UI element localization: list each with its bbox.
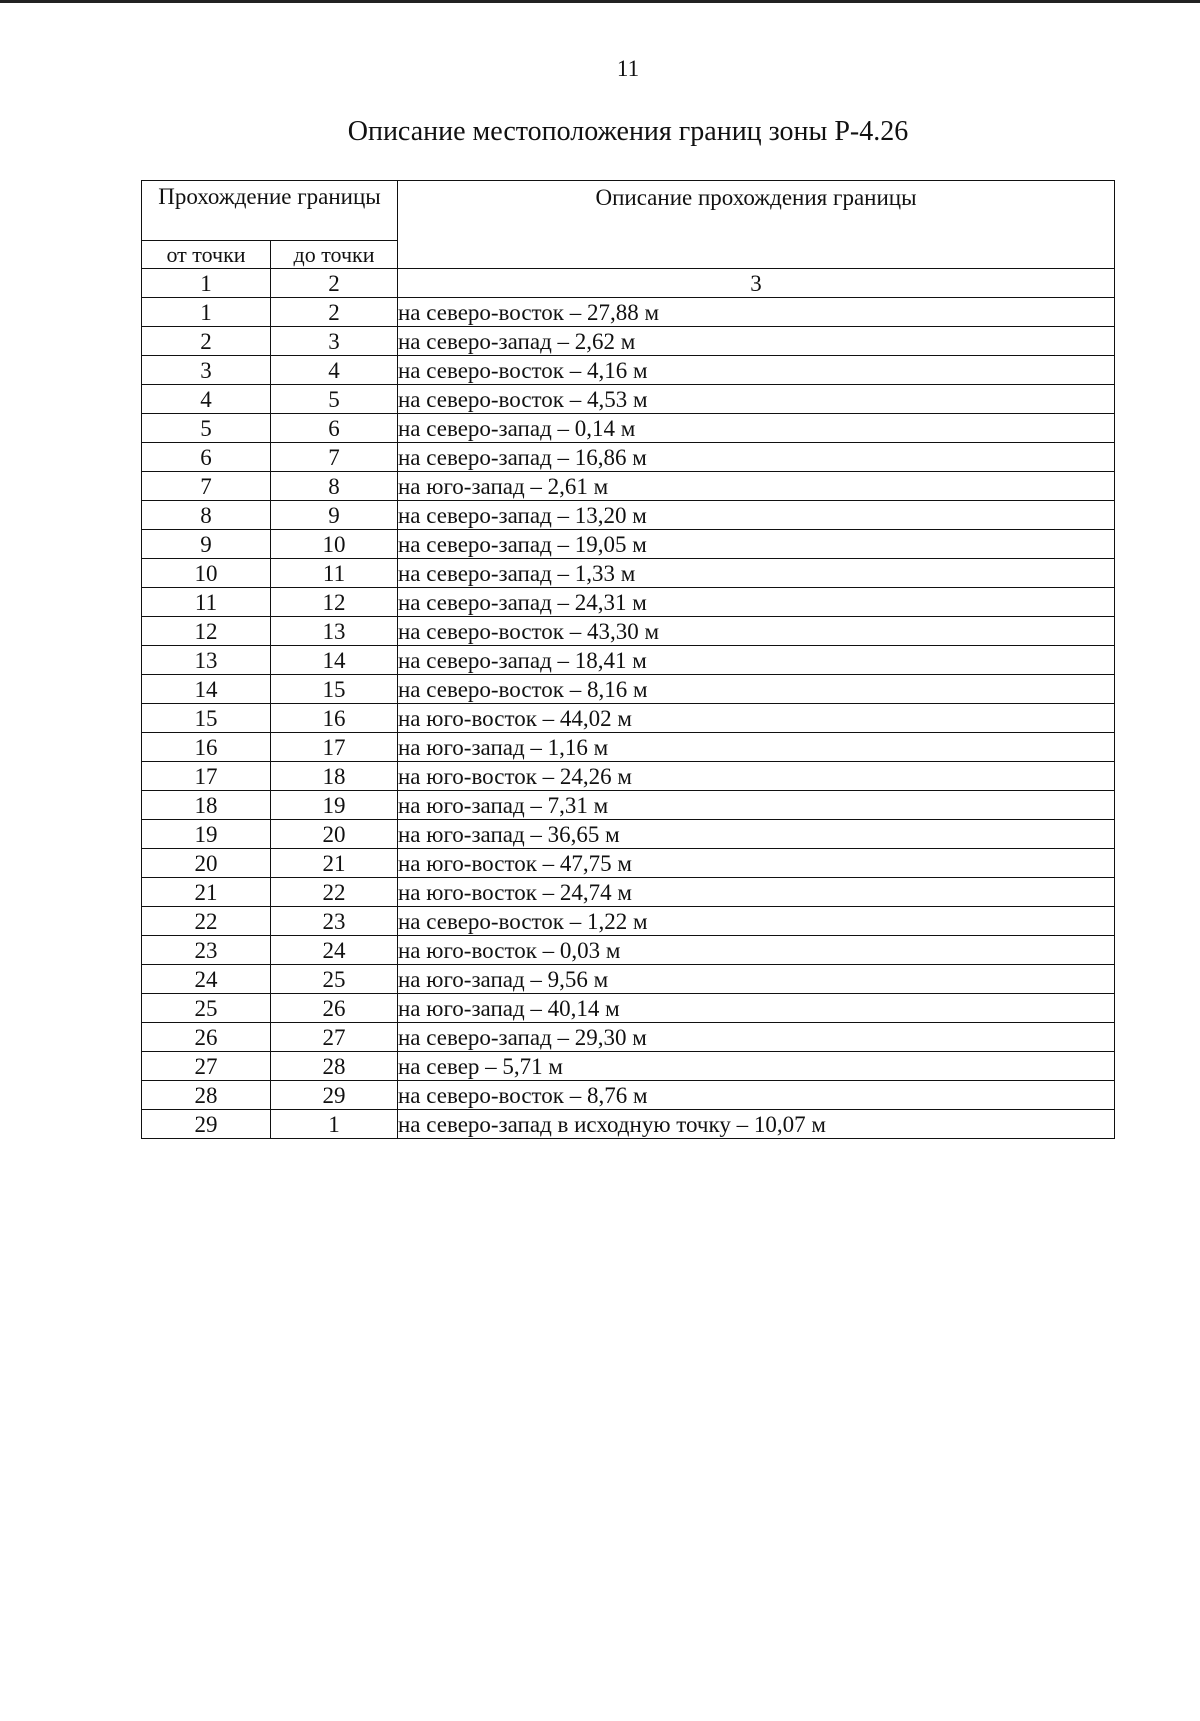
from-point-cell: 7: [142, 472, 271, 501]
description-cell: на северо-восток – 8,16 м: [398, 675, 1115, 704]
table-row: [142, 762, 1115, 791]
to-point-cell: 19: [271, 791, 398, 820]
description-cell: на северо-запад – 0,14 м: [398, 414, 1115, 443]
from-point-cell: 16: [142, 733, 271, 762]
from-point-cell: 2: [142, 327, 271, 356]
table-row: [142, 733, 1115, 762]
description-cell: на юго-восток – 0,03 м: [398, 936, 1115, 965]
to-point-cell: 17: [271, 733, 398, 762]
table-row: [142, 530, 1115, 559]
to-point-cell: 12: [271, 588, 398, 617]
from-point-cell: 18: [142, 791, 271, 820]
from-point-cell: 12: [142, 617, 271, 646]
to-point-cell: 14: [271, 646, 398, 675]
table-header: [142, 181, 1115, 269]
to-point-cell: 24: [271, 936, 398, 965]
to-point-cell: 15: [271, 675, 398, 704]
from-point-cell: 19: [142, 820, 271, 849]
to-point-cell: 5: [271, 385, 398, 414]
from-point-cell: 21: [142, 878, 271, 907]
column-index-row: [142, 269, 1115, 298]
description-cell: на юго-запад – 36,65 м: [398, 820, 1115, 849]
to-point-cell: 18: [271, 762, 398, 791]
description-cell: на юго-запад – 1,16 м: [398, 733, 1115, 762]
to-point-cell: 28: [271, 1052, 398, 1081]
table-row: [142, 385, 1115, 414]
table-row: [142, 472, 1115, 501]
table-row: [142, 588, 1115, 617]
to-point-cell: 23: [271, 907, 398, 936]
description-cell: на северо-запад – 1,33 м: [398, 559, 1115, 588]
to-point-cell: 21: [271, 849, 398, 878]
to-point-cell: 25: [271, 965, 398, 994]
description-cell: на северо-восток – 27,88 м: [398, 298, 1115, 327]
header-boundary-passage: Прохождение границы: [142, 181, 398, 241]
from-point-cell: 22: [142, 907, 271, 936]
description-cell: на юго-восток – 47,75 м: [398, 849, 1115, 878]
description-cell: на северо-запад в исходную точку – 10,07 м: [398, 1110, 1115, 1139]
from-point-cell: 5: [142, 414, 271, 443]
description-cell: на северо-восток – 1,22 м: [398, 907, 1115, 936]
table-row: [142, 791, 1115, 820]
from-point-cell: 1: [142, 298, 271, 327]
to-point-cell: 4: [271, 356, 398, 385]
from-point-cell: 6: [142, 443, 271, 472]
document-title: Описание местоположения границ зоны Р-4.26: [347, 116, 909, 147]
to-point-cell: 7: [271, 443, 398, 472]
from-point-cell: 20: [142, 849, 271, 878]
table-row: [142, 878, 1115, 907]
to-point-cell: 6: [271, 414, 398, 443]
from-point-cell: 10: [142, 559, 271, 588]
table-row: [142, 936, 1115, 965]
table-row: [142, 1052, 1115, 1081]
from-point-cell: 4: [142, 385, 271, 414]
to-point-cell: 26: [271, 994, 398, 1023]
description-cell: на юго-запад – 7,31 м: [398, 791, 1115, 820]
from-point-cell: 27: [142, 1052, 271, 1081]
to-point-cell: 2: [271, 298, 398, 327]
to-point-cell: 27: [271, 1023, 398, 1052]
table-row: [142, 994, 1115, 1023]
description-cell: на юго-восток – 44,02 м: [398, 704, 1115, 733]
from-point-cell: 25: [142, 994, 271, 1023]
table-row: [142, 1110, 1115, 1139]
table-row: [142, 327, 1115, 356]
from-point-cell: 13: [142, 646, 271, 675]
to-point-cell: 20: [271, 820, 398, 849]
from-point-cell: 14: [142, 675, 271, 704]
table-row: [142, 414, 1115, 443]
table-row: [142, 675, 1115, 704]
column-index-cell: 1: [142, 269, 271, 298]
from-point-cell: 24: [142, 965, 271, 994]
table-body: [142, 269, 1115, 1139]
description-cell: на северо-восток – 8,76 м: [398, 1081, 1115, 1110]
description-cell: на север – 5,71 м: [398, 1052, 1115, 1081]
table-row: [142, 820, 1115, 849]
description-cell: на северо-запад – 18,41 м: [398, 646, 1115, 675]
boundary-description-table: [141, 180, 1115, 1139]
description-cell: на северо-восток – 4,16 м: [398, 356, 1115, 385]
from-point-cell: 3: [142, 356, 271, 385]
header-to-point: до точки: [271, 241, 398, 269]
table-row: [142, 849, 1115, 878]
to-point-cell: 10: [271, 530, 398, 559]
table-row: [142, 704, 1115, 733]
description-cell: на северо-запад – 13,20 м: [398, 501, 1115, 530]
table-row: [142, 1023, 1115, 1052]
page-number: 11: [616, 56, 640, 81]
table-row: [142, 298, 1115, 327]
from-point-cell: 29: [142, 1110, 271, 1139]
from-point-cell: 15: [142, 704, 271, 733]
description-cell: на юго-запад – 2,61 м: [398, 472, 1115, 501]
from-point-cell: 11: [142, 588, 271, 617]
description-cell: на юго-восток – 24,74 м: [398, 878, 1115, 907]
table-row: [142, 501, 1115, 530]
table-row: [142, 965, 1115, 994]
to-point-cell: 22: [271, 878, 398, 907]
from-point-cell: 9: [142, 530, 271, 559]
to-point-cell: 3: [271, 327, 398, 356]
from-point-cell: 26: [142, 1023, 271, 1052]
header-from-point: от точки: [142, 241, 271, 269]
description-cell: на северо-восток – 43,30 м: [398, 617, 1115, 646]
to-point-cell: 1: [271, 1110, 398, 1139]
table-row: [142, 617, 1115, 646]
description-cell: на северо-запад – 24,31 м: [398, 588, 1115, 617]
description-cell: на северо-запад – 29,30 м: [398, 1023, 1115, 1052]
to-point-cell: 9: [271, 501, 398, 530]
column-index-cell: 3: [398, 269, 1115, 298]
to-point-cell: 13: [271, 617, 398, 646]
description-cell: на юго-запад – 40,14 м: [398, 994, 1115, 1023]
header-description: Описание прохождения границы: [398, 181, 1115, 269]
table-row: [142, 907, 1115, 936]
description-cell: на северо-восток – 4,53 м: [398, 385, 1115, 414]
table-row: [142, 1081, 1115, 1110]
description-cell: на северо-запад – 16,86 м: [398, 443, 1115, 472]
table-row: [142, 356, 1115, 385]
from-point-cell: 17: [142, 762, 271, 791]
top-edge-rule: [0, 0, 1200, 3]
description-cell: на юго-запад – 9,56 м: [398, 965, 1115, 994]
from-point-cell: 8: [142, 501, 271, 530]
description-cell: на юго-восток – 24,26 м: [398, 762, 1115, 791]
table-row: [142, 559, 1115, 588]
to-point-cell: 16: [271, 704, 398, 733]
to-point-cell: 11: [271, 559, 398, 588]
description-cell: на северо-запад – 2,62 м: [398, 327, 1115, 356]
from-point-cell: 28: [142, 1081, 271, 1110]
table-row: [142, 646, 1115, 675]
to-point-cell: 8: [271, 472, 398, 501]
to-point-cell: 29: [271, 1081, 398, 1110]
description-cell: на северо-запад – 19,05 м: [398, 530, 1115, 559]
from-point-cell: 23: [142, 936, 271, 965]
table-row: [142, 443, 1115, 472]
column-index-cell: 2: [271, 269, 398, 298]
